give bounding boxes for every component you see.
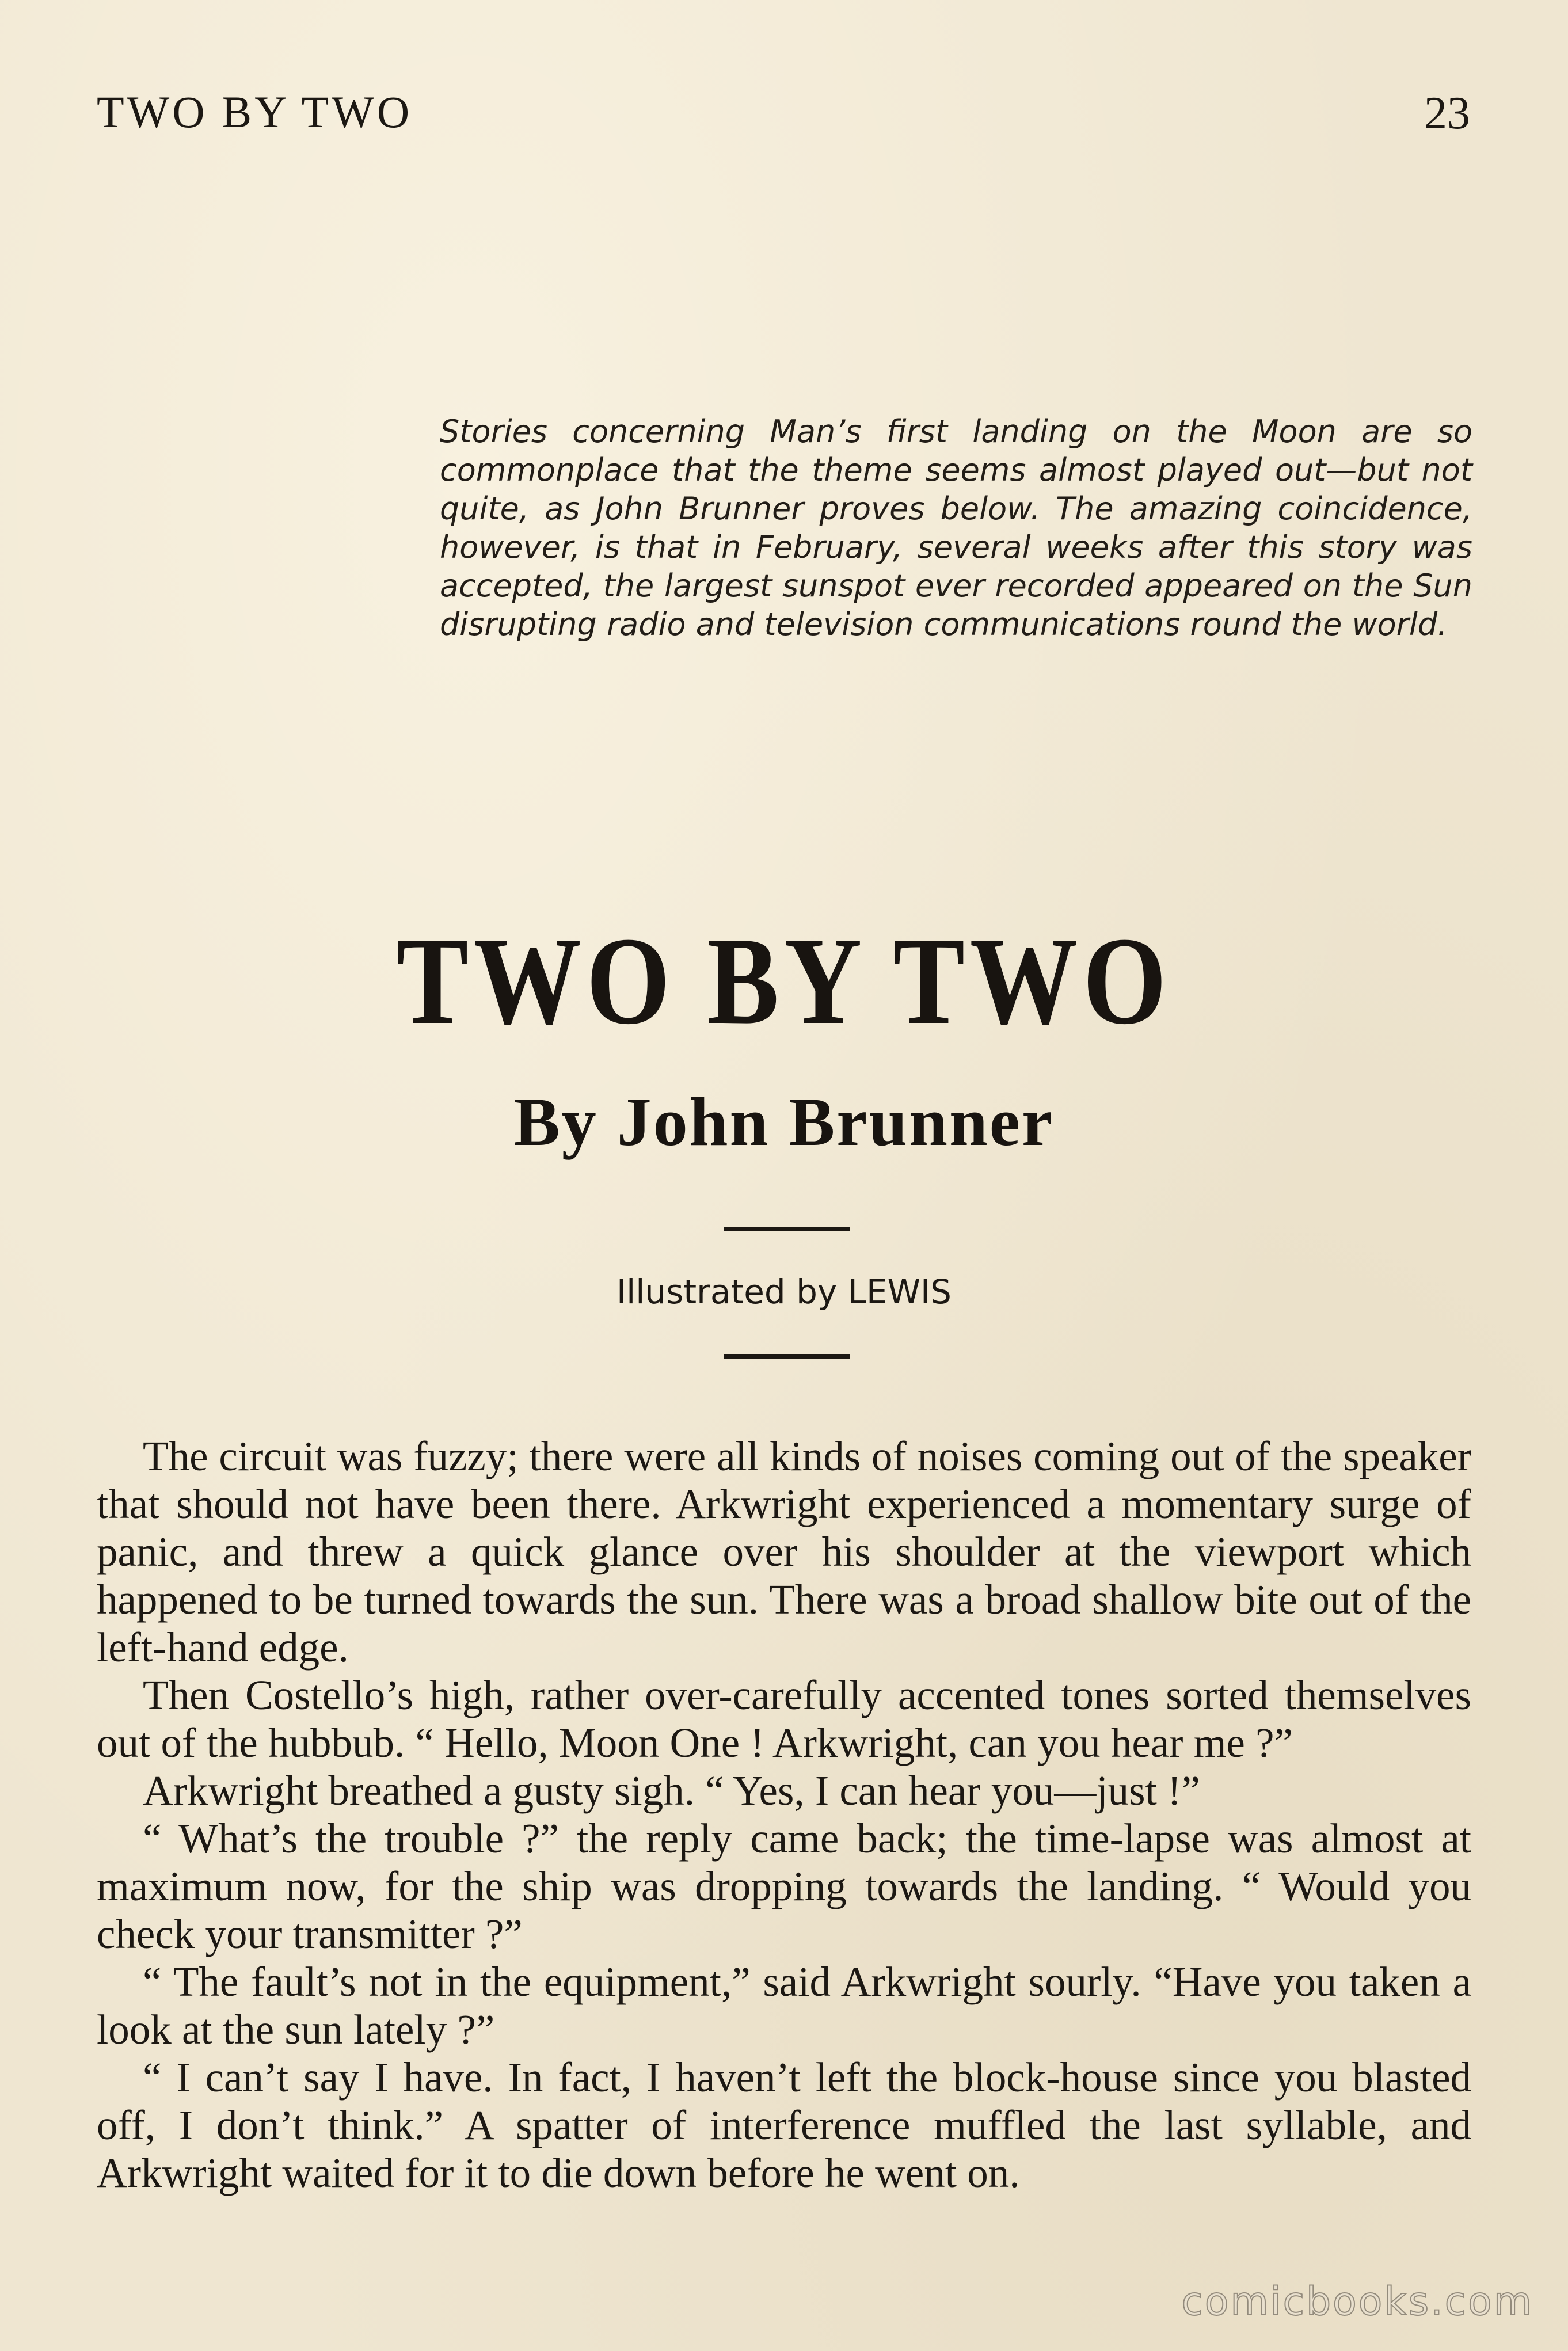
- story-title: TWO BY TWO: [396, 912, 1172, 1051]
- page-number: 23: [1424, 88, 1470, 139]
- body-paragraph: “ The fault’s not in the equipment,” said Arkwright sourly. “Have you taken a look at the sun lately ?”: [97, 1958, 1471, 2053]
- body-paragraph: “ I can’t say I have. In fact, I haven’t left the block-house since you blasted off, I don’t think.” A spatter of interference muffled the last syllable, and Arkwright waited for it to die down before he went on.: [97, 2054, 1471, 2196]
- author-byline: By John Brunner: [513, 1083, 1055, 1160]
- running-header-title: TWO BY TWO: [97, 87, 413, 137]
- divider-rule-bottom: [724, 1354, 850, 1359]
- body-paragraph: Then Costello’s high, rather over-carefully accented tones sorted themselves out of the hubbub. “ Hello, Moon One ! Arkwright, can you hear me ?”: [97, 1672, 1471, 1766]
- illustrator-credit: Illustrated by LEWIS: [616, 1272, 952, 1311]
- story-body: [97, 1432, 1471, 2197]
- intro-blurb: Stories concerning Man’s first landing on the Moon are so commonplace that the theme seems almost played out—but not quite, as John Brunner proves below. The amazing coincidence, however, is that in February, several weeks after this story was accepted, the largest sunspot ever recorded appeared on the Sun disrupting radio and television communications round the world.: [440, 413, 1472, 642]
- body-paragraph: The circuit was fuzzy; there were all kinds of noises coming out of the speaker that should not have been there. Arkwright experienced a momentary surge of panic, and threw a quick glance over his shoulder at the viewport which happened to be turned towards the sun. There was a broad shallow bite out of the left-hand edge.: [97, 1433, 1471, 1671]
- body-paragraph: Arkwright breathed a gusty sigh. “ Yes, I can hear you—just !”: [143, 1767, 1200, 1814]
- divider-rule-top: [724, 1227, 850, 1231]
- body-paragraph: “ What’s the trouble ?” the reply came back; the time-lapse was almost at maximum now, for the ship was dropping towards the landing. “ Would you check your transmitter ?”: [97, 1815, 1471, 1957]
- watermark: comicbooks.com: [1181, 2279, 1533, 2325]
